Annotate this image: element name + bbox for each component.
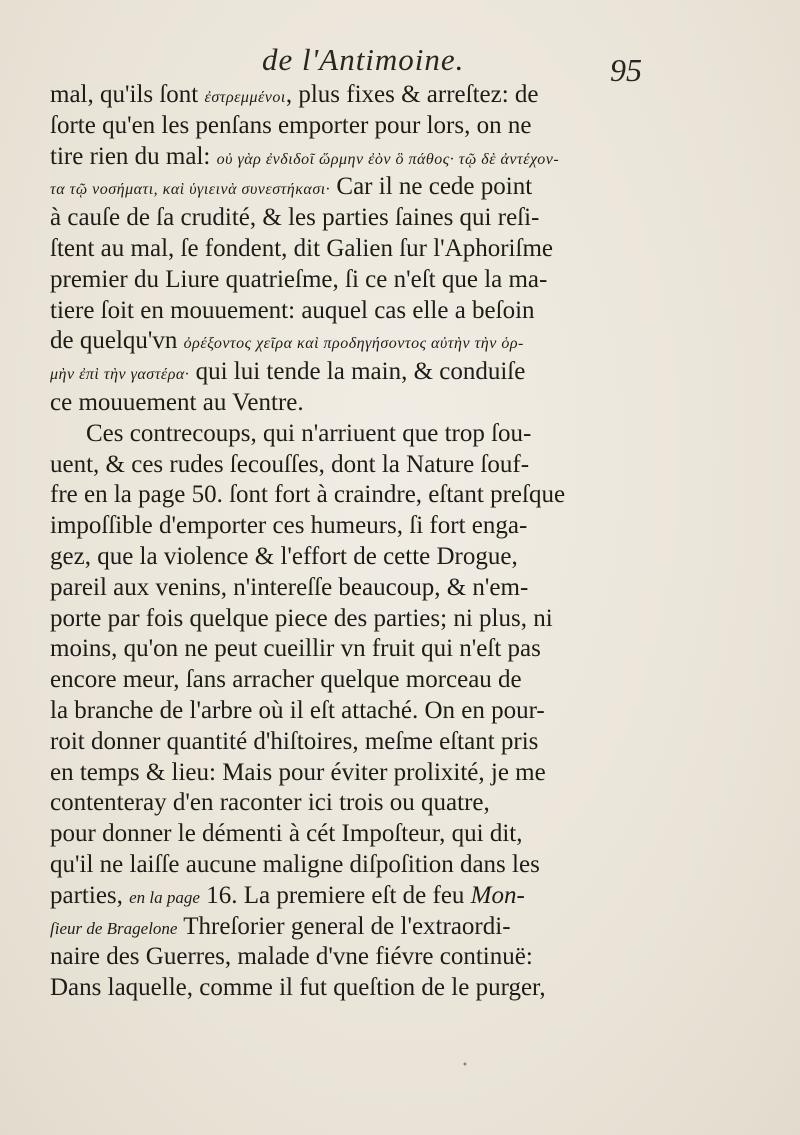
paragraph-start-line: Ces contrecoups, qui n'arriuent que trop ſou- (86, 419, 532, 447)
text-line: porte par fois quelque piece des parties; ni plus, ni (50, 604, 553, 632)
text-line: ce mouuement au Ventre. (50, 388, 304, 416)
text-line: ſtent au mal, ſe fondent, dit Galien ſur l'Aphoriſme (50, 234, 553, 262)
text-line: à cauſe de ſa crudité, & les parties ſaines qui reſi- (50, 204, 540, 232)
text-line: la branche de l'arbre où il eſt attaché. On en pour- (50, 696, 545, 724)
person-name: ſieur de Bragelone (50, 918, 178, 938)
running-title: de l'Antimoine. (262, 42, 465, 77)
text-line: μὴν ἐπὶ τὴν γαστέρα· qui lui tende la main, & conduiſe (50, 358, 526, 386)
text-line: mal, qu'ils ſont ἐστρεμμένοι, plus fixes & arreſtez: de (50, 81, 539, 108)
text-line: Dans laquelle, comme il fut queſtion de le purger, (50, 974, 546, 1002)
text-line: roit donner quantité d'hiſtoires, meſme eſtant pris (50, 727, 539, 755)
text-line: ſorte qu'en les penſans emporter pour lors, on ne (50, 111, 532, 139)
text-line: ſieur de Bragelone Threſorier general de l'extraordi- (50, 912, 511, 940)
text-line: premier du Liure quatrieſme, ſi ce n'eſt que la ma- (50, 265, 548, 293)
text-line: en temps & lieu: Mais pour éviter prolixité, je me (50, 758, 546, 786)
text-line: parties, en la page 16. La premiere eſt de feu Mon- (50, 881, 525, 909)
margin-reference: en la page (129, 887, 200, 907)
text-line: qu'il ne laiſſe aucune maligne diſpoſition dans les (50, 850, 540, 878)
ink-mark: • (462, 1060, 468, 1071)
text-line: moins, qu'on ne peut cueillir vn fruit qui n'eſt pas (50, 635, 541, 663)
text-line: gez, que la violence & l'effort de cette Drogue, (50, 542, 518, 570)
text-line: pareil aux venins, n'intereſſe beaucoup, & n'em- (50, 573, 529, 601)
text-line: pour donner le démenti à cét Impoſteur, qui dit, (50, 820, 523, 848)
body-text (50, 80, 660, 1004)
text-line: fre en la page 50. ſont fort à craindre, eſtant preſque (50, 481, 566, 509)
text-line: de quelqu'vn ὀρέξοντος χεῖρα καὶ προδηγήσοντος αὐτὴν τὴν ὁρ- (50, 327, 524, 355)
running-head (0, 38, 800, 88)
page-number: 95 (610, 52, 642, 88)
text-line: τα τῷ νοσήματι, καὶ ὑγιεινὰ συνεστήκασι· Car il ne cede point (50, 173, 533, 201)
text-line: tiere ſoit en mouuement: auquel cas elle a beſoin (50, 296, 535, 324)
text-line: uent, & ces rudes ſecouſſes, dont la Nature ſouf- (50, 450, 530, 478)
text-line: tire rien du mal: οὐ γὰρ ἐνδιδοῖ ὥρμην ἐὸν ὃ πάθος· τῷ δὲ ἀντέχον- (50, 142, 560, 170)
text-line: impoſſible d'emporter ces humeurs, ſi fort enga- (50, 512, 528, 540)
text-line: encore meur, ſans arracher quelque morceau de (50, 666, 522, 694)
text-line: naire des Guerres, malade d'vne fiévre continuë: (50, 943, 533, 971)
text-line: contenteray d'en raconter ici trois ou quatre, (50, 789, 490, 817)
